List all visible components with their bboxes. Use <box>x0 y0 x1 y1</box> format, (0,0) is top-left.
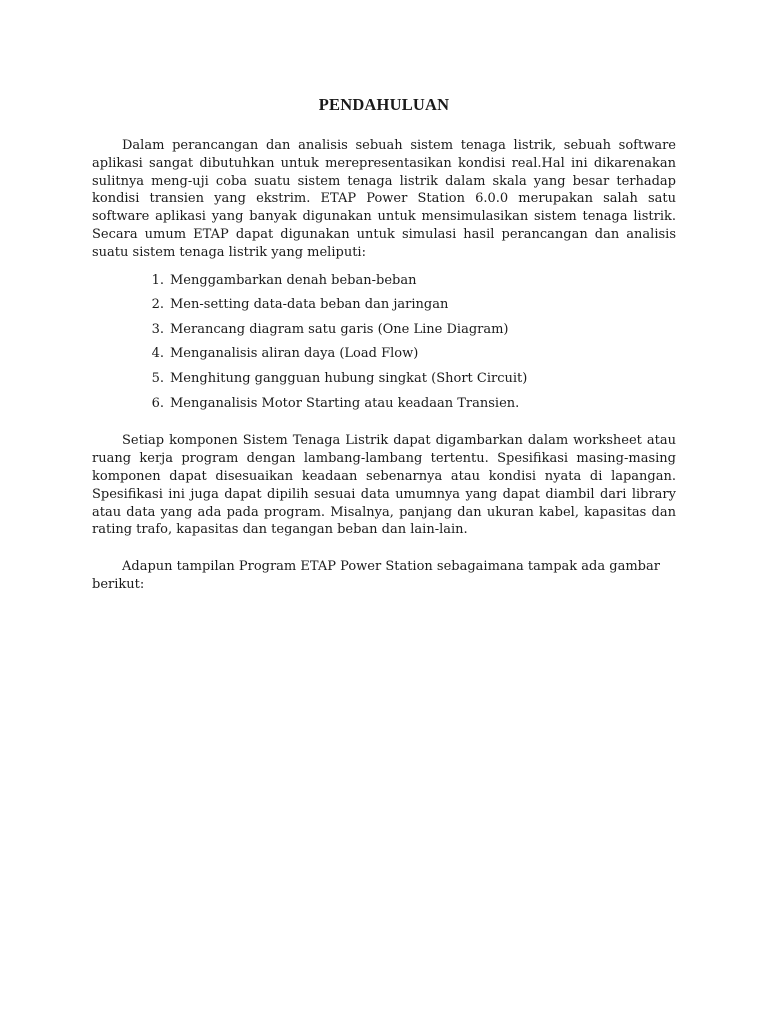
list-item-text: Menggambarkan denah beban-beban <box>170 272 417 288</box>
list-item-number: 1. <box>151 272 164 288</box>
list-item-text: Merancang diagram satu garis (One Line Diagram) <box>170 321 509 337</box>
list-item-text: Men-setting data-data beban dan jaringan <box>170 297 449 313</box>
list-item <box>147 272 676 290</box>
list-item-number: 3. <box>151 321 164 337</box>
list-item-number: 6. <box>151 395 164 411</box>
list-item-text: Menganalisis aliran daya (Load Flow) <box>170 346 419 362</box>
paragraph-components: Setiap komponen Sistem Tenaga Listrik dapat digambarkan dalam worksheet atau ruang kerja program dengan lambang-lambang tertentu. Spesifikasi masing-masing komponen dapat disesuaikan keadaan sebenarnya atau kondisi nyata di lapangan. Spesifikasi ini juga dapat dipilih sesuai data umumnya yang dapat diambil dari library atau data yang ada pada program. Misalnya, panjang dan ukuran kabel, kapasitas dan rating trafo, kapasitas dan tegangan beban dan lain-lain. <box>92 433 676 538</box>
list-item <box>147 395 676 413</box>
paragraph-intro: Dalam perancangan dan analisis sebuah sistem tenaga listrik, sebuah software aplikasi sangat dibutuhkan untuk merepresentasikan kondisi real.Hal ini dikarenakan sulitnya meng-uji coba suatu sistem tenaga listrik dalam skala yang besar terhadap kondisi transien yang ekstrim. ETAP Power Station 6.0.0 merupakan salah satu software aplikasi yang banyak digunakan untuk mensimulasikan sistem tenaga listrik. Secara umum ETAP dapat digunakan untuk simulasi hasil perancangan dan analisis suatu sistem tenaga listrik yang meliputi: <box>92 138 676 260</box>
list-item <box>147 321 676 339</box>
feature-list <box>92 272 676 413</box>
list-item <box>147 370 676 388</box>
page-title: PENDAHULUAN <box>318 95 450 114</box>
list-item-text: Menghitung gangguan hubung singkat (Short Circuit) <box>170 370 528 386</box>
list-item-text: Menganalisis Motor Starting atau keadaan Transien. <box>170 395 520 411</box>
list-item <box>147 296 676 314</box>
list-item <box>147 345 676 363</box>
document-body <box>92 137 676 594</box>
list-item-number: 5. <box>151 370 164 386</box>
paragraph-figure-intro: Adapun tampilan Program ETAP Power Station sebagaimana tampak ada gambar berikut: <box>92 559 660 592</box>
list-item-number: 2. <box>151 297 164 313</box>
list-item-number: 4. <box>151 346 164 362</box>
